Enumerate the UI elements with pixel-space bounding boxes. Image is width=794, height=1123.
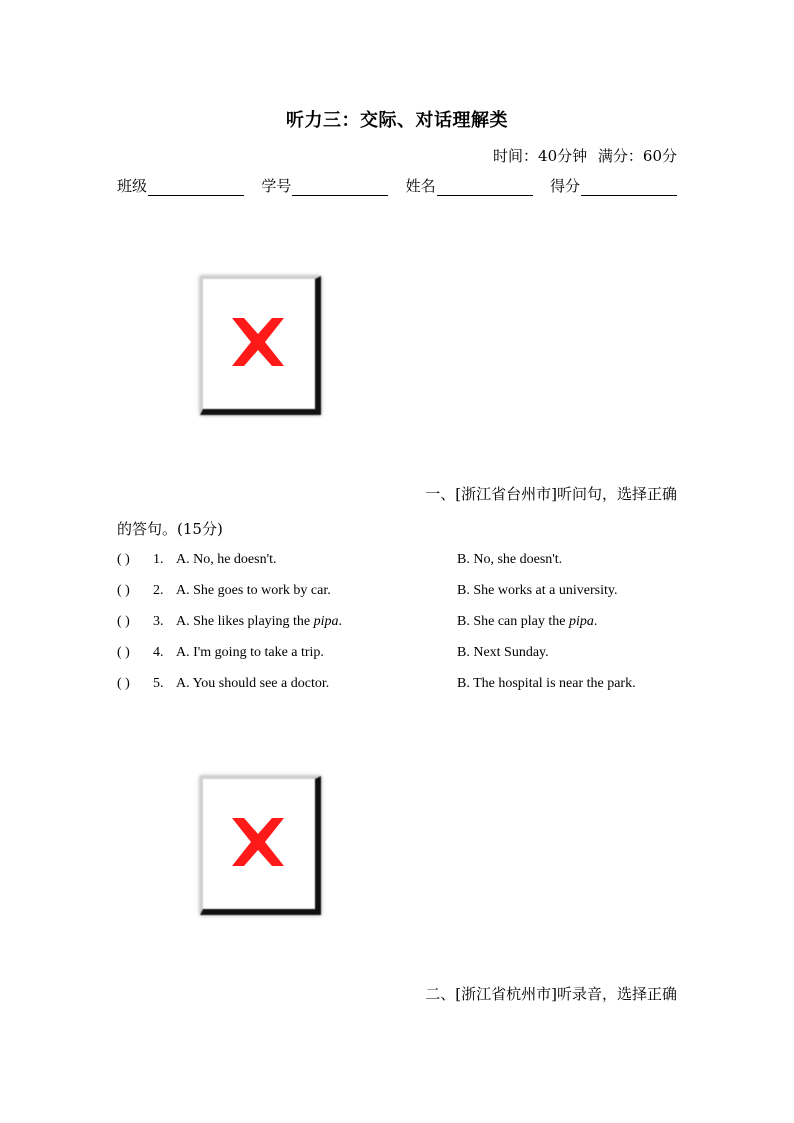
full-score: 满分：60分: [597, 147, 677, 165]
info-label: 姓名: [405, 177, 436, 195]
option-a: [176, 614, 342, 630]
red-x-icon: [228, 816, 288, 868]
option-b: B. Next Sunday.: [457, 645, 549, 660]
blank-line: [581, 179, 677, 196]
option-a: A. No, he doesn't.: [176, 552, 277, 567]
info-label: 学号: [261, 177, 292, 195]
info-field-number: [261, 175, 388, 196]
question-row: [117, 583, 677, 603]
option-b: B. No, she doesn't.: [457, 552, 563, 567]
broken-image-icon: [196, 772, 320, 914]
section-1-heading: 一、[浙江省台州市]听问句，选择正确: [425, 485, 677, 503]
blank-line: [292, 179, 388, 196]
question-number: 3.: [153, 614, 164, 629]
question-number: 1.: [153, 552, 164, 567]
red-x-icon: [228, 316, 288, 368]
blank-line: [148, 179, 244, 196]
answer-blank[interactable]: ( ): [117, 552, 130, 567]
info-label: 班级: [117, 177, 148, 195]
question-row: [117, 614, 677, 634]
option-a-emphasis: pipa: [313, 614, 339, 629]
time-score-bar: [487, 145, 677, 166]
blank-line: [437, 179, 533, 196]
option-a: A. You should see a doctor.: [176, 676, 330, 691]
info-label: 得分: [549, 177, 580, 195]
section-1-heading-cont: 的答句。(15分): [117, 520, 223, 538]
info-field-class: [117, 175, 244, 196]
time-limit: 时间：40分钟: [493, 147, 588, 165]
question-row: [117, 645, 677, 665]
option-b-suffix: .: [593, 614, 598, 629]
question-row: [117, 676, 677, 696]
question-number: 2.: [153, 583, 164, 598]
answer-blank[interactable]: ( ): [117, 645, 130, 660]
option-a-suffix: .: [338, 614, 343, 629]
question-number: 4.: [153, 645, 164, 660]
info-field-name: [406, 175, 533, 196]
answer-blank[interactable]: ( ): [117, 676, 130, 691]
question-row: [117, 552, 677, 572]
page-title: 听力三：交际、对话理解类: [286, 110, 508, 131]
option-a-text: A. She likes playing the: [176, 614, 314, 629]
option-b: [457, 614, 597, 630]
answer-blank[interactable]: ( ): [117, 614, 130, 629]
section-2-heading: 二、[浙江省杭州市]听录音，选择正确: [425, 985, 677, 1003]
option-b-emphasis: pipa: [568, 614, 594, 629]
question-number: 5.: [153, 676, 164, 691]
option-b-text: B. She can play the: [457, 614, 569, 629]
info-field-score: [550, 175, 677, 196]
broken-image-icon: [196, 272, 320, 414]
answer-blank[interactable]: ( ): [117, 583, 130, 598]
option-a: A. I'm going to take a trip.: [176, 645, 324, 660]
option-b: B. She works at a university.: [457, 583, 618, 598]
option-b: B. The hospital is near the park.: [457, 676, 636, 691]
option-a: A. She goes to work by car.: [176, 583, 331, 598]
student-info-row: [117, 175, 677, 196]
